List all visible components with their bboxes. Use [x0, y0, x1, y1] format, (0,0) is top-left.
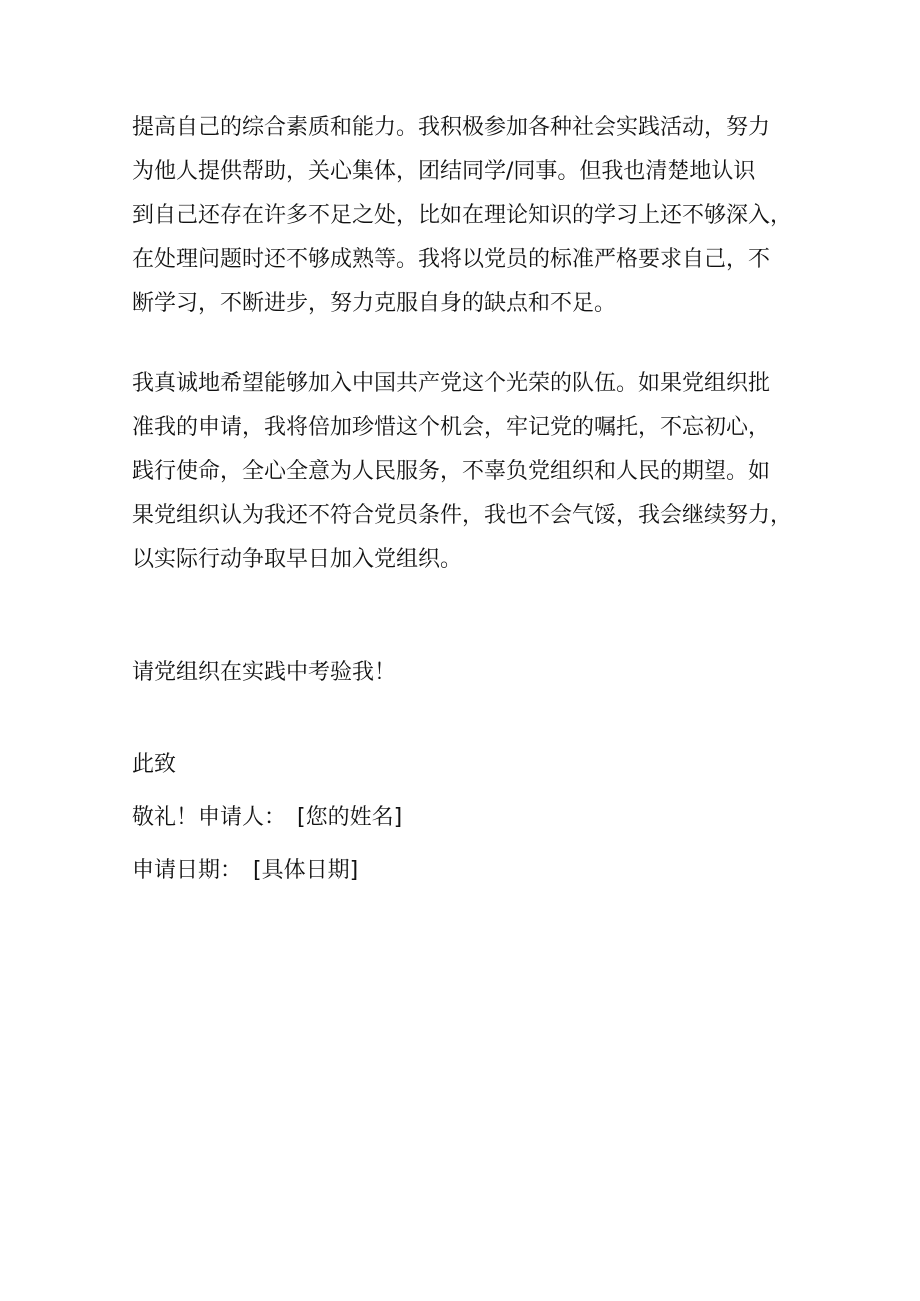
paragraph-line: 到自己还存在许多不足之处，比如在理论知识的学习上还不够深入， — [132, 203, 793, 228]
letter-closing — [132, 738, 800, 897]
paragraph-line: 我真诚地希望能够加入中国共产党这个光荣的队伍。如果党组织批 — [132, 371, 771, 396]
paragraph-line: 提高自己的综合素质和能力。我积极参加各种社会实践活动，努力 — [132, 115, 771, 140]
paragraph-request — [132, 651, 800, 695]
paragraph-aspiration — [132, 362, 800, 582]
paragraph-line: 在处理问题时还不够成熟等。我将以党员的标准严格要求自己，不 — [132, 247, 771, 272]
paragraph-line: 果党组织认为我还不符合党员条件，我也不会气馁，我会继续努力， — [132, 503, 793, 528]
paragraph-line: 请党组织在实践中考验我！ — [132, 660, 397, 685]
paragraph-self-assessment — [132, 106, 800, 326]
paragraph-line: 准我的申请，我将倍加珍惜这个机会，牢记党的嘱托，不忘初心， — [132, 415, 771, 440]
regards-and-applicant: 敬礼！申请人： [您的姓名] — [132, 805, 403, 830]
paragraph-line: 断学习，不断进步，努力克服自身的缺点和不足。 — [132, 291, 617, 316]
paragraph-line: 以实际行动争取早日加入党组织。 — [132, 547, 463, 572]
salutation: 此致 — [132, 752, 177, 777]
application-date: 申请日期： [具体日期] — [132, 858, 359, 883]
paragraph-line: 为他人提供帮助，关心集体，团结同学/同事。但我也清楚地认识 — [132, 159, 756, 184]
paragraph-line: 践行使命，全心全意为人民服务，不辜负党组织和人民的期望。如 — [132, 459, 771, 484]
